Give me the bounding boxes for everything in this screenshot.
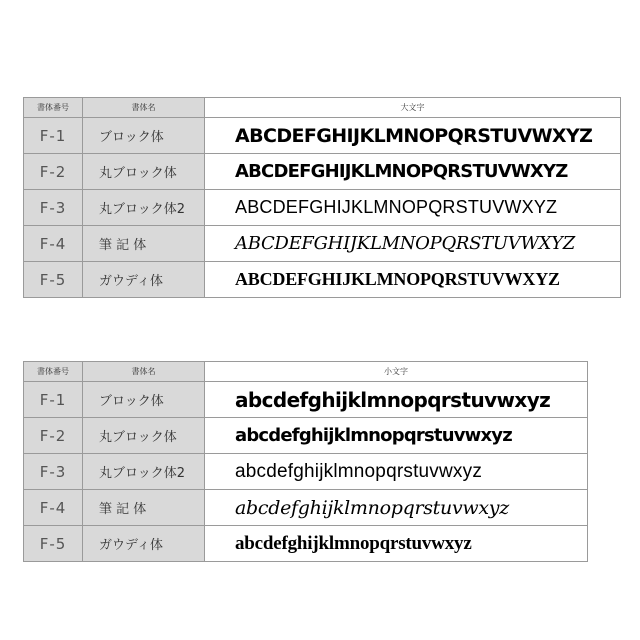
header-font-name: 書体名 — [83, 362, 205, 382]
font-name: 丸ブロック体 — [83, 154, 205, 190]
font-code: F-2 — [24, 154, 83, 190]
font-code: F-4 — [24, 490, 83, 526]
table-row — [24, 526, 588, 562]
uppercase-font-table — [23, 97, 621, 298]
header-font-number: 書体番号 — [24, 98, 83, 118]
table-row — [24, 226, 621, 262]
font-name: ガウディ体 — [83, 262, 205, 298]
font-name: 丸ブロック体2 — [83, 454, 205, 490]
font-code: F-4 — [24, 226, 83, 262]
header-font-name: 書体名 — [83, 98, 205, 118]
font-code: F-5 — [24, 526, 83, 562]
font-sample: ABCDEFGHIJKLMNOPQRSTUVWXYZ — [205, 118, 621, 154]
font-sample: abcdefghijklmnopqrstuvwxyz — [205, 490, 588, 526]
font-sample: ABCDEFGHIJKLMNOPQRSTUVWXYZ — [205, 226, 621, 262]
table-header-row — [24, 98, 621, 118]
font-name: 筆 記 体 — [83, 226, 205, 262]
table-row — [24, 190, 621, 226]
font-code: F-1 — [24, 382, 83, 418]
font-sample: abcdefghijklmnopqrstuvwxyz — [205, 526, 588, 562]
font-name: ブロック体 — [83, 382, 205, 418]
table-header-row — [24, 362, 588, 382]
font-sample: abcdefghijklmnopqrstuvwxyz — [205, 454, 588, 490]
table-row — [24, 382, 588, 418]
font-name: ガウディ体 — [83, 526, 205, 562]
table-row — [24, 154, 621, 190]
font-sample: abcdefghijklmnopqrstuvwxyz — [205, 418, 588, 454]
font-sample: ABCDEFGHIJKLMNOPQRSTUVWXYZ — [205, 154, 621, 190]
header-font-number: 書体番号 — [24, 362, 83, 382]
header-sample: 小文字 — [205, 362, 588, 382]
table-row — [24, 454, 588, 490]
font-name: 丸ブロック体 — [83, 418, 205, 454]
table-row — [24, 418, 588, 454]
font-code: F-5 — [24, 262, 83, 298]
lowercase-font-table — [23, 361, 588, 562]
table-row — [24, 262, 621, 298]
header-sample: 大文字 — [205, 98, 621, 118]
font-code: F-2 — [24, 418, 83, 454]
font-sample: ABCDEFGHIJKLMNOPQRSTUVWXYZ — [205, 262, 621, 298]
font-code: F-3 — [24, 190, 83, 226]
table-row — [24, 118, 621, 154]
table-row — [24, 490, 588, 526]
font-name: ブロック体 — [83, 118, 205, 154]
font-name: 丸ブロック体2 — [83, 190, 205, 226]
font-code: F-3 — [24, 454, 83, 490]
font-sample: ABCDEFGHIJKLMNOPQRSTUVWXYZ — [205, 190, 621, 226]
font-code: F-1 — [24, 118, 83, 154]
font-sample: abcdefghijklmnopqrstuvwxyz — [205, 382, 588, 418]
font-name: 筆 記 体 — [83, 490, 205, 526]
